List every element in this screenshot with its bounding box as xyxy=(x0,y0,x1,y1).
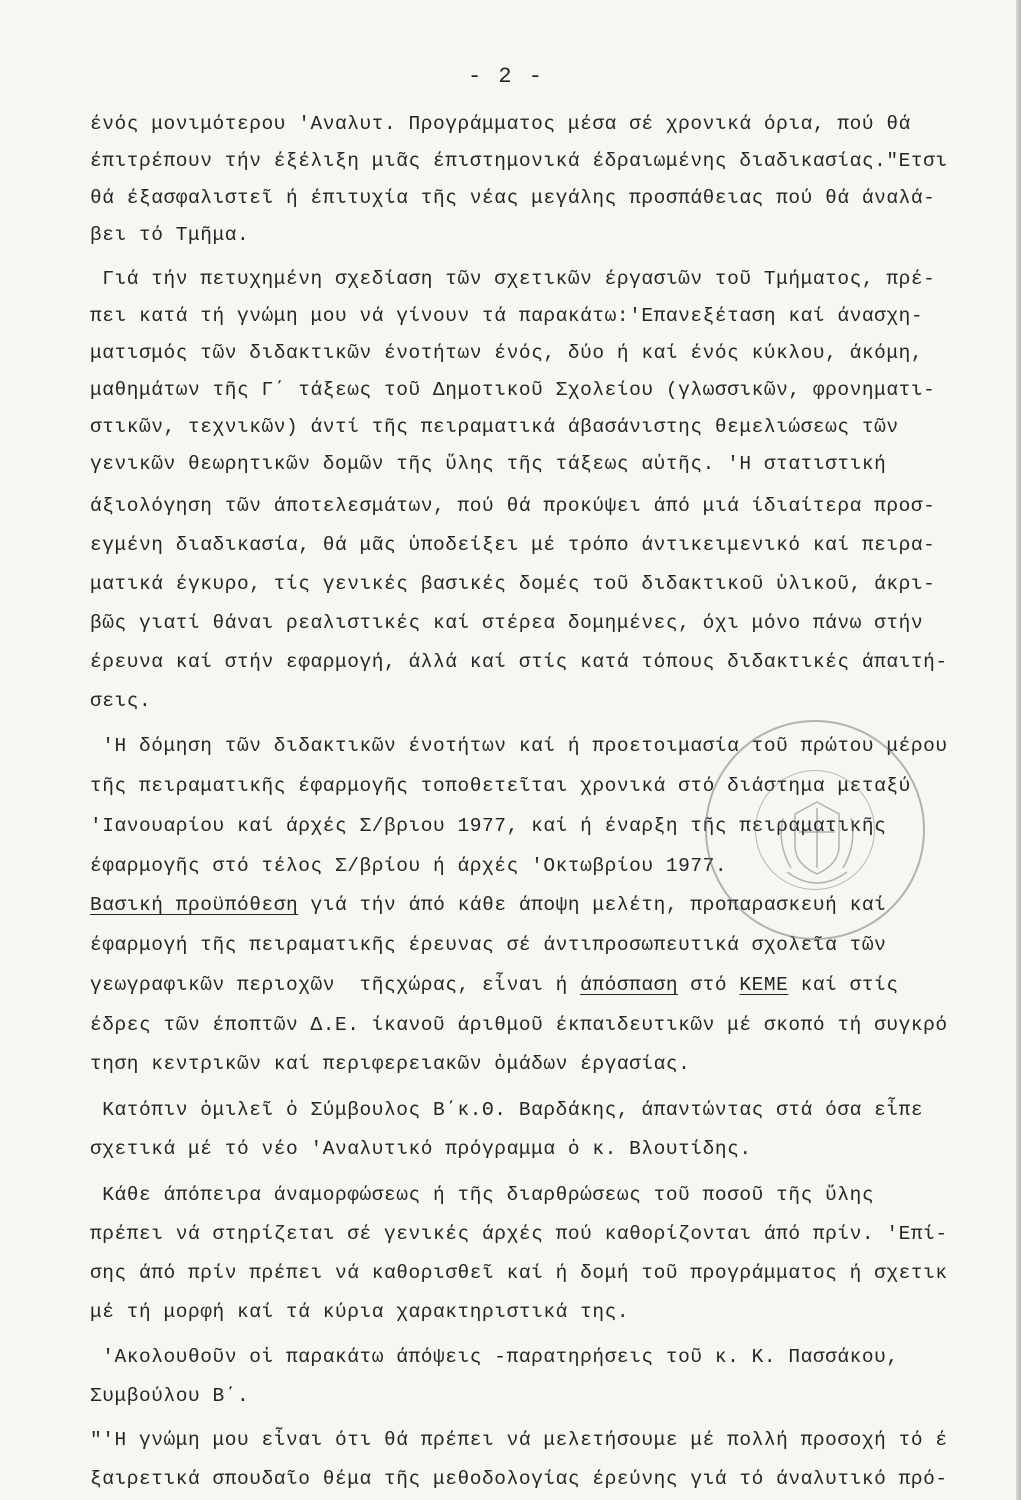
text-line: ένός μονιμότερου 'Αναλυτ. Προγράμματος μέσα σέ χρονικά όρια, πού θά xyxy=(90,113,911,135)
text-line: Κάθε άπόπειρα άναμορφώσεως ή τῆς διαρθρώσεως τοῦ ποσοῦ τῆς ὕλης xyxy=(90,1184,875,1206)
text-segment: γεωγραφικῶν περιοχῶν τῆςχώρας, εἶναι ή xyxy=(90,974,581,996)
text-line: σης άπό πρίν πρέπει νά καθορισθεῖ καί ή δομή τοῦ προγράμματος ή σχετικ xyxy=(90,1262,948,1284)
text-line: ξαιρετικά σπουδαῖο θέμα τῆς μεθοδολογίας έρεύνης γιά τό άναλυτικό πρό- xyxy=(90,1468,948,1490)
text-line: στικῶν, τεχνικῶν) άντί τῆς πειραματικά άβασάνιστης θεμελιώσεως τῶν xyxy=(90,416,899,438)
text-line: μέ τή μορφή καί τά κύρια χαρακτηριστικά της. xyxy=(90,1301,630,1323)
text-line: Συμβούλου Β΄. xyxy=(90,1385,250,1407)
text-line: ματισμός τῶν διδακτικῶν ένοτήτων ένός, δύο ή καί ένός κύκλου, άκόμη, xyxy=(90,342,924,364)
text-line: ματικά έγκυρο, τίς γενικές βασικές δομές τοῦ διδακτικοῦ ὑλικοῦ, άκρι- xyxy=(90,573,936,595)
text-segment: στό xyxy=(678,974,740,996)
text-line: Γιά τήν πετυχημένη σχεδίαση τῶν σχετικῶν έργασιῶν τοῦ Τμήματος, πρέ- xyxy=(90,268,936,290)
text-line: πρέπει νά στηρίζεται σέ γενικές άρχές πού καθορίζονται άπό πρίν. 'Επί- xyxy=(90,1223,948,1245)
text-line: γενικῶν θεωρητικῶν δομῶν τῆς ὕλης τῆς τάξεως αὐτῆς. 'Η στατιστική xyxy=(90,453,887,475)
text-line-secondment xyxy=(90,973,899,997)
text-line: 'Ακολουθοῦν οἱ παρακάτω άπόψεις -παρατηρήσεις τοῦ κ. Κ. Πασσάκου, xyxy=(90,1346,899,1368)
text-line: έπιτρέπουν τήν έξέλιξη μιᾶς έπιστημονικά έδραιωμένης διαδικασίας."Ετσι xyxy=(90,150,948,172)
text-line: μαθημάτων τῆς Γ΄ τάξεως τοῦ Δημοτικοῦ Σχολείου (γλωσσικῶν, φρονηματι- xyxy=(90,379,936,401)
text-line: "'Η γνώμη μου εἶναι ότι θά πρέπει νά μελετήσουμε μέ πολλή προσοχή τό έ xyxy=(90,1429,948,1451)
page-number: - 2 - xyxy=(468,64,545,89)
text-line: εγμένη διαδικασία, θά μᾶς ὑποδείξει μέ τρόπο άντικειμενικό καί πειρα- xyxy=(90,534,936,556)
text-line: θά έξασφαλιστεῖ ή έπιτυχία τῆς νέας μεγάλης προσπάθειας πού θά άναλά- xyxy=(90,187,936,209)
seal-emblem-icon xyxy=(707,722,927,942)
text-line: Κατόπιν ὁμιλεῖ ὁ Σύμβουλος Β΄κ.Θ. Βαρδάκης, άπαντώντας στά όσα εἶπε xyxy=(90,1099,924,1121)
text-line: τῆς πειραματικῆς έφαρμογῆς τοποθετεῖται χρονικά στό διάστημα μεταξύ xyxy=(90,775,911,797)
text-line: σχετικά μέ τό νέο 'Αναλυτικό πρόγραμμα ὁ κ. Βλουτίδης. xyxy=(90,1138,752,1160)
underlined-abbreviation: ΚΕΜΕ xyxy=(739,974,789,996)
text-line: έρευνα καί στήν εφαρμογή, άλλά καί στίς κατά τόπους διδακτικές άπαιτή- xyxy=(90,651,948,673)
text-line: τηση κεντρικῶν καί περιφερειακῶν ὁμάδων έργασίας. xyxy=(90,1053,691,1075)
text-line: άξιολόγηση τῶν άποτελεσμάτων, πού θά προκύψει άπό μιά ίδιαίτερα προσ- xyxy=(90,495,936,517)
text-line: 'Η δόμηση τῶν διδακτικῶν ένοτήτων καί ή προετοιμασία τοῦ πρώτου μέρου xyxy=(90,735,948,757)
text-line: σεις. xyxy=(90,690,152,712)
official-seal-stamp xyxy=(705,720,925,940)
text-line: βῶς γιατί θάναι ρεαλιστικές καί στέρεα δομημένες, όχι μόνο πάνω στήν xyxy=(90,612,924,634)
underlined-phrase: Βασική προϋπόθεση xyxy=(90,894,299,916)
text-line: βει τό Τμῆμα. xyxy=(90,224,250,246)
page-edge-shadow xyxy=(1016,0,1021,1500)
text-segment: γιά τήν άπό κάθε άποψη μελέτη, προπαρασκευή καί xyxy=(298,894,887,916)
text-line: έφαρμογῆς στό τέλος Σ/βρίου ή άρχές 'Οκτωβρίου 1977. xyxy=(90,855,728,877)
underlined-word: άπόσπαση xyxy=(580,974,679,996)
text-line: 'Ιανουαρίου καί άρχές Σ/βριου 1977, καί ή έναρξη τῆς πειραματικῆς xyxy=(90,815,887,837)
text-line: πει κατά τή γνώμη μου νά γίνουν τά παρακάτω:'Επανεξέταση καί άνασχη- xyxy=(90,305,924,327)
text-segment: καί στίς xyxy=(788,974,899,996)
text-line: έδρες τῶν έποπτῶν Δ.Ε. ίκανοῦ άριθμοῦ έκπαιδευτικῶν μέ σκοπό τή συγκρό xyxy=(90,1014,948,1036)
text-line: έφαρμογή τῆς πειραματικῆς έρευνας σέ άντιπροσωπευτικά σχολεῖα τῶν xyxy=(90,934,887,956)
